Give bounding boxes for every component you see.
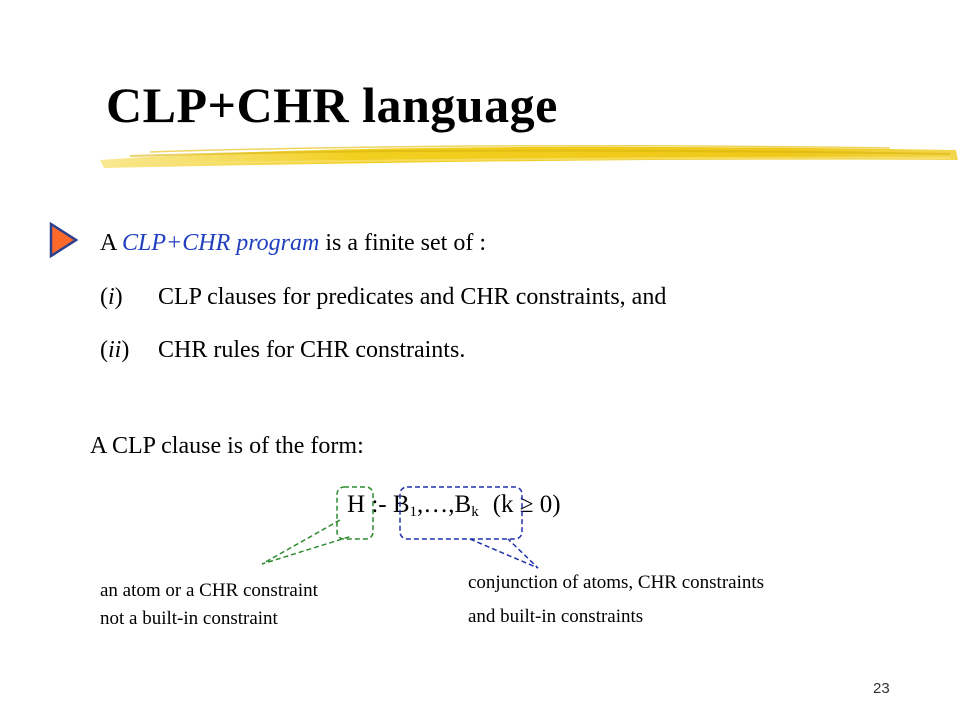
head-callout-pointer xyxy=(262,520,352,564)
clause-intro: A CLP clause is of the form: xyxy=(90,433,364,459)
body-annotation-line1: conjunction of atoms, CHR constraints xyxy=(468,572,765,593)
item-text: CLP clauses for predicates and CHR constraints, and xyxy=(158,284,667,310)
intro-suffix: is a finite set of : xyxy=(319,230,486,256)
item-text: CHR rules for CHR constraints. xyxy=(158,337,466,363)
page-number: 23 xyxy=(873,680,890,697)
slide-title: CLP+CHR language xyxy=(106,77,558,133)
item-marker: (i) xyxy=(100,284,123,310)
head-callout-box xyxy=(337,487,373,539)
head-annotation-line1: an atom or a CHR constraint xyxy=(100,580,318,601)
intro-prefix: A xyxy=(100,230,123,256)
clause-body: $B_1,\dots,B_k$ xyxy=(392,491,479,520)
clp-chr-program-term: CLP+CHR program xyxy=(122,230,320,256)
clause-neck: :- xyxy=(371,491,387,518)
body-callout-box xyxy=(400,487,522,539)
clause-head: H xyxy=(347,491,366,518)
clause-condition: (k ≥ 0) xyxy=(492,491,561,518)
item-marker: (ii) xyxy=(100,337,130,363)
head-annotation-line2: not a built-in constraint xyxy=(100,608,278,629)
body-annotation-line2: and built-in constraints xyxy=(468,606,644,627)
body-callout-pointer xyxy=(470,539,538,568)
